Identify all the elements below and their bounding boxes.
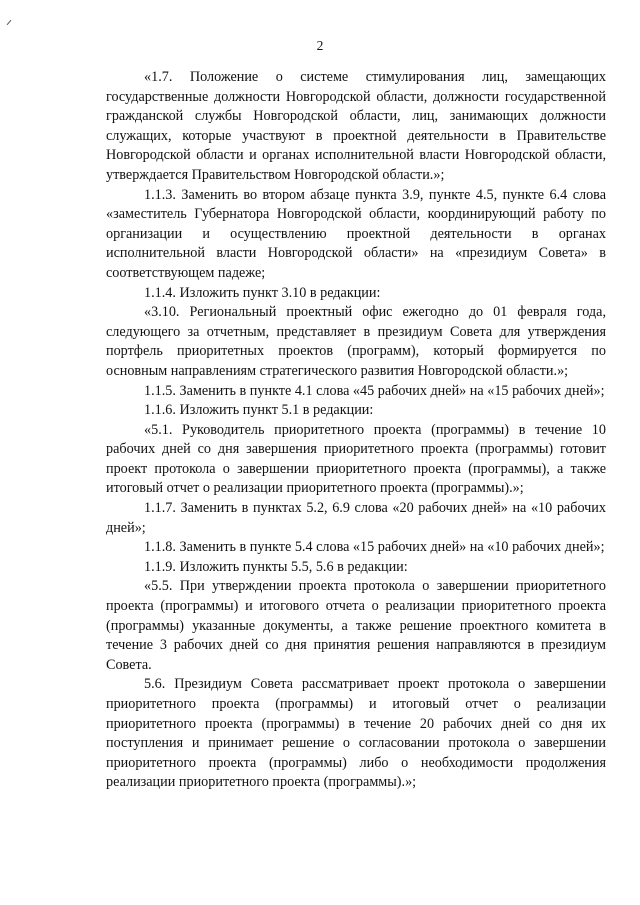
paragraph-1-1-8: 1.1.8. Заменить в пункте 5.4 слова «15 рабочих дней» на «10 рабочих дней»; — [144, 539, 605, 556]
paragraph-1-1-7: 1.1.7. Заменить в пунктах 5.2, 6.9 слова «20 рабочих дней» на «10 рабочих дней»; — [106, 500, 606, 536]
paragraph-5-5-quote: «5.5. При утверждении проекта протокола о завершении приоритетного проекта (программы) и итогового отчета о реализации приоритетного проекта (программы) указанные документы, а также решение проектного комитета в течение 3 рабочих дней со дня принятия решения направляются в президиум Совета. — [106, 578, 606, 673]
document-body — [106, 68, 606, 793]
paragraph-1-1-4: 1.1.4. Изложить пункт 3.10 в редакции: — [144, 284, 381, 301]
paragraph-5-1-quote: «5.1. Руководитель приоритетного проекта (программы) в течение 10 рабочих дней со дня завершения приоритетного проекта (программы) готовит проект протокола о завершении приоритетного проекта (программы), а также итоговый отчет о реализации приоритетного проекта (программы).»; — [106, 421, 606, 497]
paragraph-1-1-5: 1.1.5. Заменить в пункте 4.1 слова «45 рабочих дней» на «15 рабочих дней»; — [144, 382, 605, 399]
paragraph-1-7-quote: «1.7. Положение о системе стимулирования лиц, замещающих государственные должности Новгородской области, должности государственной гражданской службы Новгородской области, лиц, занимающих должности служащих, которые участвуют в проектной деятельности в Правительстве Новгородской области и органах исполнительной власти Новгородской области, утверждается Правительством Новгородской области.»; — [106, 69, 606, 183]
paragraph-1-1-6: 1.1.6. Изложить пункт 5.1 в редакции: — [144, 402, 374, 419]
paragraph-5-6: 5.6. Президиум Совета рассматривает проект протокола о завершении приоритетного проекта (программы) и итоговый отчет о реализации приоритетного проекта (программы) в течение 20 рабочих дней со дня их поступления и принимает решение о согласовании протокола о завершении приоритетного проекта (программы) либо о необходимости продолжения реализации приоритетного проекта (программы).»; — [106, 676, 606, 791]
paragraph-1-1-3: 1.1.3. Заменить во втором абзаце пункта 3.9, пункте 4.5, пункте 6.4 слова «заместитель Губернатора Новгородской области, координирующий работу по организации и осуществлению проектной деятельности в органах исполнительной власти Новгородской области» на «президиум Совета» в соответствующем падеже; — [106, 186, 606, 281]
paragraph-3-10-quote: «3.10. Региональный проектный офис ежегодно до 01 февраля года, следующего за отчетным, представляет в президиум Совета для утверждения портфель приоритетных проектов (программ), который формируется по основным направлениям стратегического развития Новгородской области.»; — [106, 304, 606, 379]
page-number: 2 — [316, 38, 324, 53]
paragraph-1-1-9: 1.1.9. Изложить пункты 5.5, 5.6 в редакции: — [144, 558, 408, 575]
scan-artifact — [7, 20, 12, 25]
